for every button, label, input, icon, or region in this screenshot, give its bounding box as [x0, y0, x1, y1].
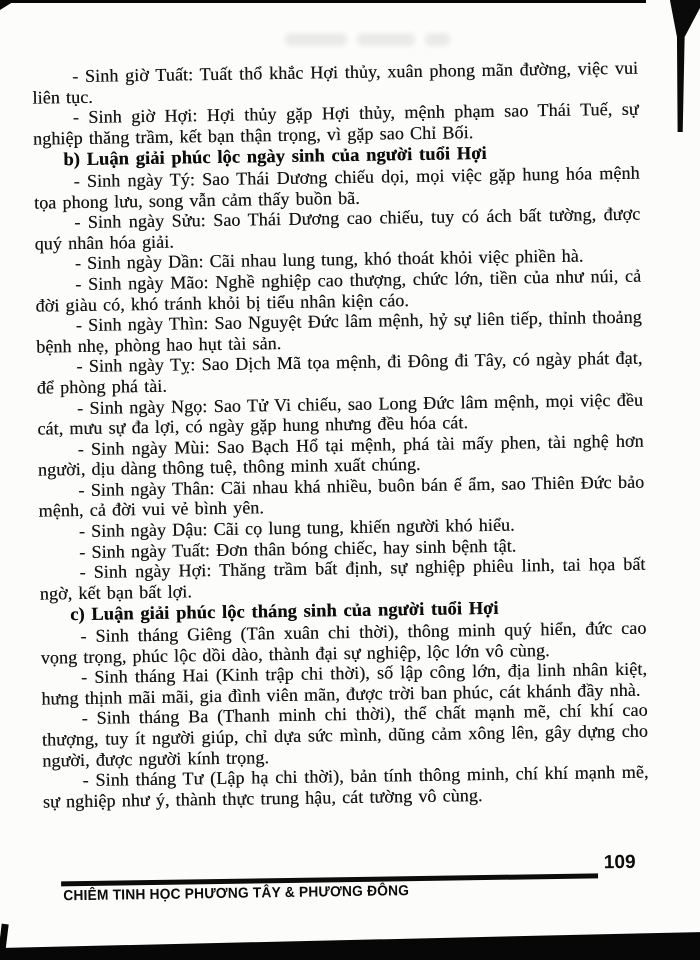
paragraph: - Sinh giờ Hợi: Hợi thủy gặp Hợi thủy, mệnh phạm sao Thái Tuế, sự nghiệp thăng trầm, kết bạn thận trọng, vì gặp sao Chỉ Bối.: [32, 98, 639, 149]
paragraph: - Sinh ngày Tý: Sao Thái Dương chiếu dọi, mọi việc gặp hung hóa mệnh tọa phong lưu, song vẫn cảm thấy buồn bã.: [33, 162, 640, 213]
section-heading: c) Luận giải phúc lộc tháng sinh của người tuổi Hợi: [69, 598, 499, 625]
scan-artifact-top-edge: [0, 0, 646, 3]
paragraph: - Sinh ngày Thân: Cãi nhau khá nhiều, buôn bán ế ẩm, sao Thiên Đức bảo mệnh, cả đời vui vẻ bình yên.: [38, 471, 645, 522]
paragraph: - Sinh tháng Hai (Kinh trập chi thời), số lập công lớn, địa linh nhân kiệt, hưng thịnh mãi mãi, gia đình viên mãn, được trời ban phúc, cát khánh đầy nhà.: [41, 658, 648, 709]
paragraph: - Sinh ngày Mão: Nghề nghiệp cao thượng, chức lớn, tiền của như núi, cả đời giàu có, khó tránh khỏi bị tiểu nhân kiện cáo.: [35, 265, 642, 316]
body-text-area: [0, 57, 700, 813]
section-heading: b) Luận giải phúc lộc ngày sinh của người tuổi Hợi: [63, 143, 487, 170]
paragraph: - Sinh ngày Sửu: Sao Thái Dương cao chiếu, tuy có ách bất tường, được quý nhân hóa giải.: [34, 203, 641, 254]
paragraph: - Sinh ngày Mùi: Sao Bạch Hổ tại mệnh, phá tài mấy phen, tài nghệ hơn người, dịu dàng thông tuệ, thông minh xuất chúng.: [37, 430, 644, 480]
paragraph: - Sinh tháng Ba (Thanh minh chi thời), thể chất mạnh mẽ, chí khí cao thượng, tuy ít người giúp, chỉ dựa sức mình, dũng cảm xông lên, gây dựng cho người, được người kính trọng.: [41, 700, 649, 771]
paragraph: - Sinh ngày Dậu: Cãi cọ lung tung, khiến người khó hiểu.: [78, 514, 515, 542]
paragraph: - Sinh ngày Thìn: Sao Nguyệt Đức lâm mệnh, hỷ sự liên tiếp, thỉnh thoảng bệnh nhẹ, phòng hao hụt tài sản.: [35, 306, 642, 357]
paragraph: - Sinh tháng Giêng (Tân xuân chi thời), thông minh quý hiển, đức cao vọng trọng, phúc lộc dồi dào, thành đại sự nghiệp, lộc lớn vô cùng.: [40, 617, 647, 668]
paragraph: - Sinh ngày Hợi: Thăng trầm bất định, sự nghiệp phiêu linh, tai họa bất ngờ, kết bạn bất lợi.: [39, 553, 646, 604]
paragraph: - Sinh ngày Dần: Cãi nhau lung tung, khó thoát khỏi việc phiền hà.: [74, 245, 584, 274]
paragraph: - Sinh ngày Ngọ: Sao Tử Vi chiếu, sao Long Đức lâm mệnh, mọi việc đều cát, mưu sự đa lợi, có ngày gặp hung nhưng đều hóa cát.: [37, 389, 644, 439]
paragraph: - Sinh giờ Tuất: Tuất thổ khắc Hợi thủy, xuân phong mãn đường, việc vui liên tục.: [32, 57, 639, 108]
page-number: 109: [603, 851, 636, 874]
paragraph: - Sinh ngày Tỵ: Sao Dịch Mã tọa mệnh, đi Đông đi Tây, có ngày phát đạt, để phòng phá tài.: [36, 347, 643, 398]
footer-book-title: CHIÊM TINH HỌC PHƯƠNG TÂY & PHƯƠNG ĐÔNG: [63, 883, 410, 905]
paragraph: - Sinh ngày Tuất: Đơn thân bóng chiếc, hay sinh bệnh tật.: [79, 535, 517, 562]
paragraph: - Sinh tháng Tư (Lập hạ chi thời), bản tính thông minh, chí khí mạnh mẽ, sự nghiệp như ý, thành thực trung hậu, cát tường vô cùng.: [42, 761, 649, 812]
